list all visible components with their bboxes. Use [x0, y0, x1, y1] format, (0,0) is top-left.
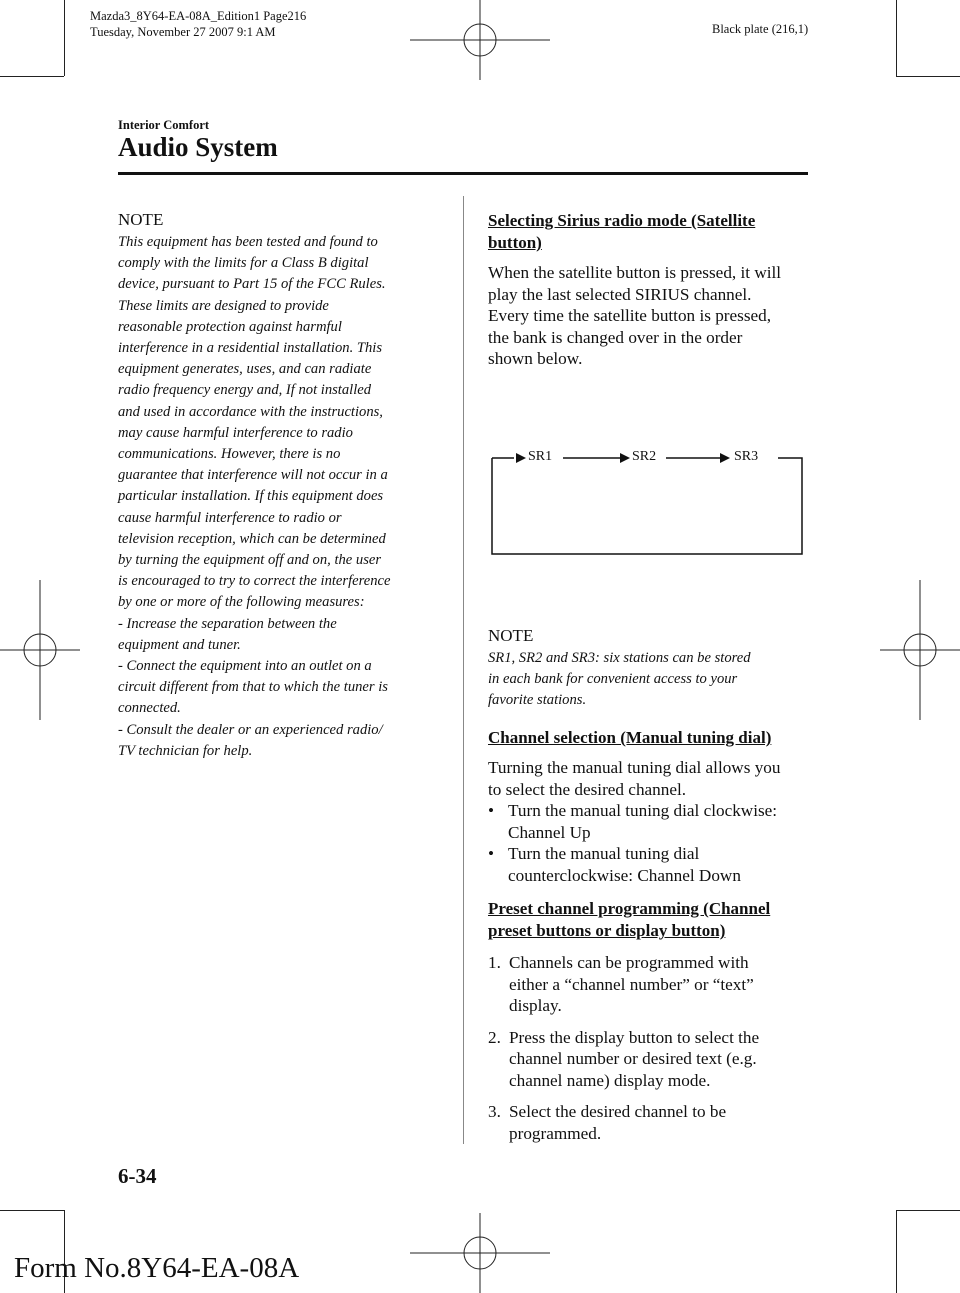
note-line: SR1, SR2 and SR3: six stations can be stored [488, 649, 751, 666]
note-line: in each bank for convenient access to your [488, 670, 738, 687]
para-line: shown below. [488, 349, 583, 368]
note-line: equipment generates, uses, and can radiate [118, 361, 372, 378]
step-line: Channels can be programmed with [509, 953, 749, 973]
sirius-paragraph [488, 262, 810, 370]
preset-heading [488, 898, 810, 942]
list-item [488, 1101, 810, 1144]
heading-line: preset buttons or display button) [488, 921, 726, 941]
para-line: the bank is changed over in the order [488, 327, 743, 347]
para-line: Turning the manual tuning dial allows you [488, 758, 781, 778]
note-line: cause harmful interference to radio or [118, 509, 342, 526]
step-line: channel number or desired text (e.g. [509, 1049, 757, 1069]
bank-label-sr3: SR3 [734, 448, 759, 464]
note-line: These limits are designed to provide [118, 297, 329, 314]
note-line: by one or more of the following measures: [118, 594, 365, 611]
arrowhead-icon [516, 453, 526, 463]
para-line: play the last selected SIRIUS channel. [488, 284, 752, 304]
note-label: NOTE [488, 625, 534, 645]
note-line: radio frequency energy and, If not installed [118, 382, 372, 399]
note-line: is encouraged to try to correct the interference [118, 573, 391, 590]
note-line: comply with the limits for a Class B digital [118, 255, 369, 272]
step-line: programmed. [509, 1123, 602, 1143]
list-item [488, 843, 810, 886]
note-line: - Increase the separation between the [118, 615, 337, 632]
note-line: guarantee that interference will not occur in a [118, 467, 388, 484]
note-line: reasonable protection against harmful [118, 318, 342, 335]
print-date-line: Tuesday, November 27 2007 9:1 AM [90, 25, 276, 39]
step-line: Select the desired channel to be [509, 1102, 727, 1122]
note-line: by turning the equipment off and on, the user [118, 552, 382, 569]
arrowhead-icon [620, 453, 630, 463]
bank-label-sr2: SR2 [632, 448, 657, 464]
note-line: - Consult the dealer or an experienced radio/ [118, 721, 383, 738]
page-number: 6-34 [118, 1164, 157, 1188]
note-line: device, pursuant to Part 15 of the FCC Rules. [118, 276, 386, 293]
heading-line: Selecting Sirius radio mode (Satellite [488, 211, 756, 230]
bullet-line: Turn the manual tuning dial [508, 844, 700, 864]
channel-paragraph [488, 757, 810, 800]
note-line: interference in a residential installation. This [118, 340, 383, 357]
note-line: particular installation. If this equipment does [118, 488, 384, 505]
registration-mark-left [0, 580, 80, 720]
bullet-line: counterclockwise: Channel Down [508, 865, 741, 885]
note-line: This equipment has been tested and found to [118, 234, 378, 250]
form-number-footer: Form No.8Y64-EA-08A [14, 1252, 300, 1284]
column-divider [463, 196, 464, 1144]
note-line: communications. However, there is no [118, 446, 341, 463]
bank-note [488, 626, 810, 712]
step-line: channel name) display mode. [509, 1070, 711, 1090]
registration-mark-right [880, 580, 960, 720]
right-column [488, 210, 810, 1144]
arrowhead-icon [720, 453, 730, 463]
list-item [488, 800, 810, 843]
note-label: NOTE [118, 210, 164, 229]
bank-label-sr1: SR1 [528, 448, 553, 464]
bullet-icon: • [488, 844, 495, 864]
note-line: may cause harmful interference to radio [118, 424, 353, 441]
step-number: 2. [488, 1027, 501, 1047]
registration-mark-top [410, 0, 550, 80]
para-line: Every time the satellite button is pressed, [488, 306, 772, 325]
channel-selection-heading: Channel selection (Manual tuning dial) [488, 728, 772, 748]
sirius-heading [488, 210, 810, 254]
list-item [488, 952, 810, 1017]
list-item [488, 1027, 810, 1092]
note-line: - Connect the equipment into an outlet on a [118, 658, 372, 675]
note-line: and used in accordance with the instructions, [118, 403, 383, 420]
page-title: Audio System [118, 132, 278, 162]
note-line: circuit different from that to which the tuner is [118, 679, 388, 696]
step-number: 1. [488, 953, 501, 973]
note-line: favorite stations. [488, 691, 587, 708]
para-line: When the satellite button is pressed, it will [488, 263, 782, 282]
title-rule [118, 172, 808, 175]
heading-line: button) [488, 233, 542, 252]
bullet-icon: • [488, 801, 495, 821]
step-number: 3. [488, 1102, 501, 1122]
step-line: either a “channel number” or “text” [509, 974, 754, 994]
section-category: Interior Comfort [118, 118, 210, 132]
file-name-line: Mazda3_8Y64-EA-08A_Edition1 Page216 [90, 9, 307, 23]
registration-mark-bottom [410, 1213, 550, 1293]
para-line: to select the desired channel. [488, 779, 687, 799]
bank-cycle-diagram [488, 438, 810, 558]
note-line: equipment and tuner. [118, 636, 241, 653]
step-line: Press the display button to select the [509, 1027, 760, 1047]
bullet-line: Turn the manual tuning dial clockwise: [508, 801, 778, 821]
plate-label: Black plate (216,1) [712, 22, 809, 36]
left-column [118, 210, 436, 762]
note-line: connected. [118, 700, 181, 717]
note-line: television reception, which can be determined [118, 530, 386, 547]
heading-line: Preset channel programming (Channel [488, 899, 771, 919]
step-line: display. [509, 996, 562, 1016]
note-line: TV technician for help. [118, 742, 253, 759]
bullet-line: Channel Up [508, 822, 591, 842]
print-header [90, 8, 306, 40]
fcc-note-text [118, 232, 436, 762]
